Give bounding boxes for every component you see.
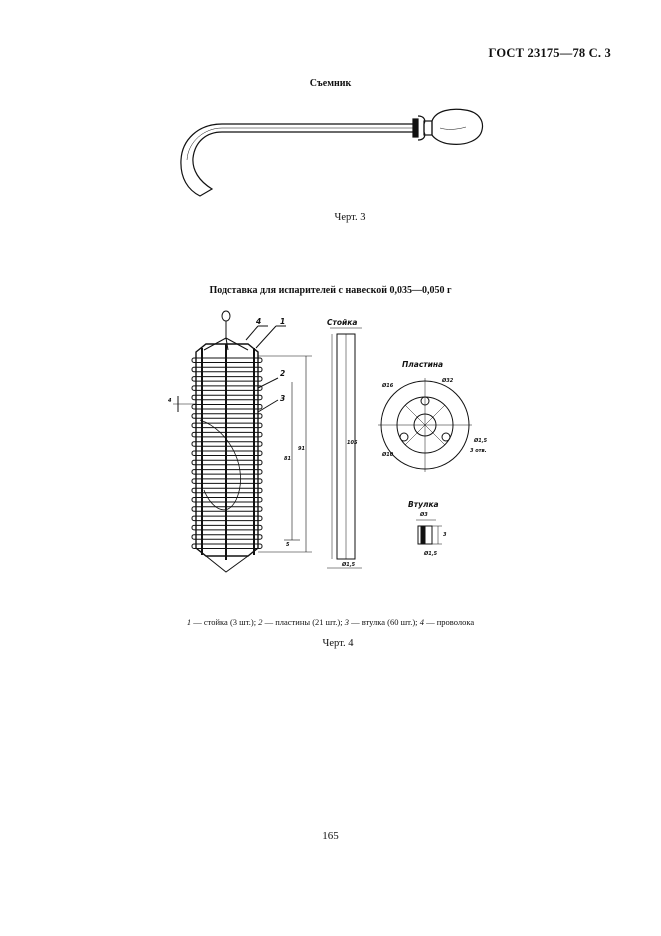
stoika-label: Стойка bbox=[327, 318, 358, 327]
dim-5: 5 bbox=[286, 542, 290, 548]
upright-rod-drawing bbox=[327, 328, 362, 568]
plastina-label: Пластина bbox=[402, 360, 444, 369]
stand-assembly-drawing bbox=[173, 311, 312, 572]
figure4-legend: 1 — стойка (3 шт.); 2 — пластины (21 шт.); 3 — втулка (60 шт.); 4 — проволока bbox=[186, 617, 475, 627]
callout-2: 2 bbox=[280, 369, 286, 378]
vtulka-label: Втулка bbox=[408, 500, 439, 509]
figure4-caption: Черт. 4 bbox=[322, 638, 354, 649]
vtulka-d-outer: Ø3 bbox=[420, 512, 428, 518]
figure4-title: Подставка для испарителей с навеской 0,035—0,050 г bbox=[209, 285, 452, 296]
page-number: 165 bbox=[322, 830, 339, 842]
figure3-title: Съемник bbox=[309, 78, 352, 89]
callout-3: 3 bbox=[280, 394, 286, 403]
puller-drawing bbox=[181, 109, 483, 196]
vtulka-d-inner: Ø1,5 bbox=[424, 551, 438, 557]
vtulka-len: 3 bbox=[443, 532, 447, 538]
plastina-holes: Ø1,5 bbox=[474, 438, 488, 444]
plastina-holes-count: 3 отв. bbox=[470, 448, 487, 454]
bushing-drawing bbox=[416, 520, 442, 544]
stoika-diameter: Ø1,5 bbox=[342, 562, 356, 568]
dim-4: 4 bbox=[168, 398, 172, 404]
dim-81: 81 bbox=[284, 456, 291, 462]
dim-91: 91 bbox=[298, 446, 305, 452]
plastina-d16: Ø16 bbox=[382, 383, 394, 389]
plastina-d10: Ø10 bbox=[382, 452, 394, 458]
figure3-caption: Черт. 3 bbox=[334, 212, 366, 223]
page-header: ГОСТ 23175—78 С. 3 bbox=[488, 46, 611, 60]
callout-1: 1 bbox=[280, 317, 286, 326]
plastina-d32: Ø32 bbox=[442, 378, 454, 384]
stoika-len: 105 bbox=[347, 440, 358, 446]
callout-4: 4 bbox=[256, 317, 262, 326]
